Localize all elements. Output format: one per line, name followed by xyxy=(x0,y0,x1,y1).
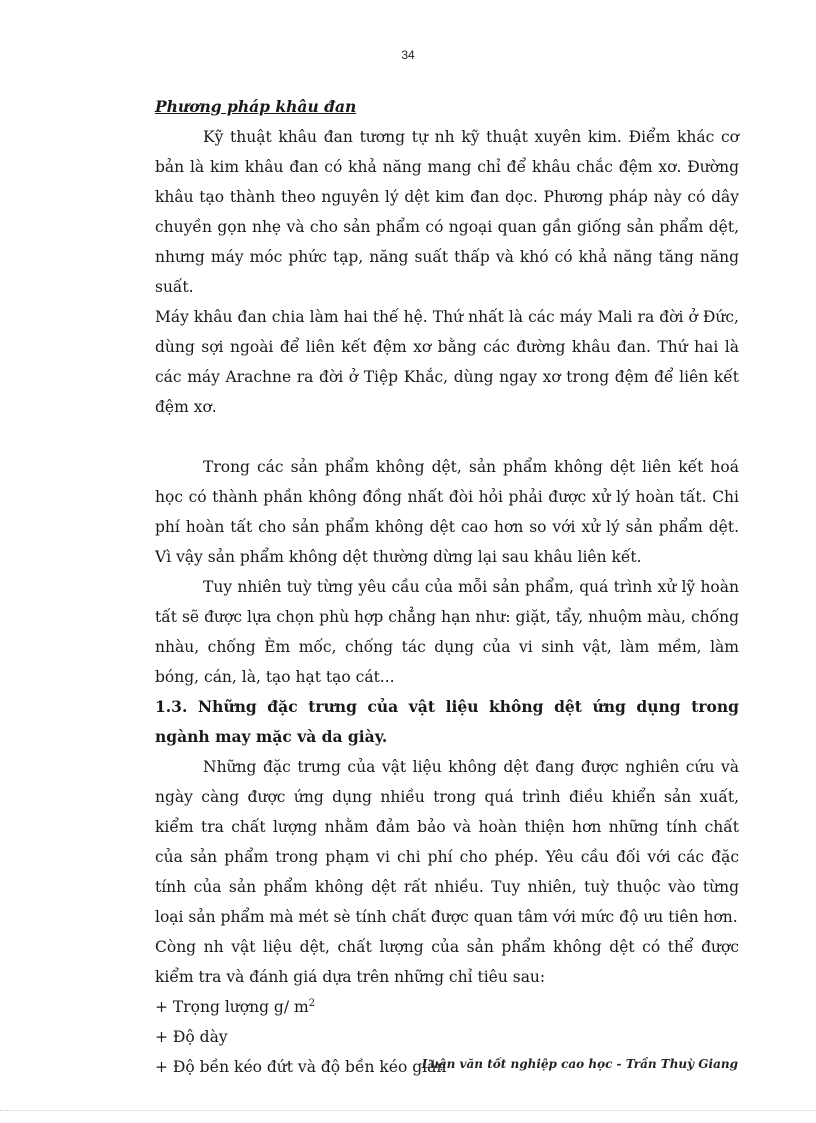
paragraph: Những đặc trưng của vật liệu không dệt đang được nghiên cứu và ngày càng được ứng dụng nhiều trong quá trình điều khiển sản xuất, kiểm tra chất lượng nhằm đảm bảo và hoàn thiện hơn những tính chất của sản phẩm trong phạm vi chi phí cho phép. Yêu cầu đối với các đặc tính của sản phẩm không dệt rất nhiều. Tuy nhiên, tuỳ thuộc vào từng loại sản phẩm mà mét sè tính chất được quan tâm với mức độ ưu tiên hơn. xyxy=(155,758,739,926)
paragraph: Tuy nhiên tuỳ từng yêu cầu của mỗi sản phẩm, quá trình xử lỹ hoàn tất sẽ được lựa chọn phù hợp chẳng hạn như: giặt, tẩy, nhuộm màu, chống nhàu, chống Èm mốc, chống tác dụng của vi sinh vật, làm mềm, làm bóng, cán, là, tạo hạt tạo cát... xyxy=(155,578,739,686)
paragraph-gap xyxy=(155,422,739,452)
page-body xyxy=(155,92,739,1082)
list-item: + Độ dày xyxy=(155,1028,228,1046)
paragraph: Trong các sản phẩm không dệt, sản phẩm không dệt liên kết hoá học có thành phần không đồng nhất đòi hỏi phải được xử lý hoàn tất. Chi phí hoàn tất cho sản phẩm không dệt cao hơn so với xử lý sản phẩm dệt. Vì vậy sản phẩm không dệt thường dừng lại sau khâu liên kết. xyxy=(155,458,739,566)
paragraph: Kỹ thuật khâu đan tương tự nh kỹ thuật xuyên kim. Điểm khác cơ bản là kim khâu đan có khả năng mang chỉ để khâu chắc đệm xơ. Đường khâu tạo thành theo nguyên lý dệt kim đan dọc. Phương pháp này có dây chuyền gọn nhẹ và cho sản phẩm có ngoại quan gần giống sản phẩm dệt, nhưng máy móc phức tạp, năng suất thấp và khó có khả năng tăng năng suất. xyxy=(155,128,739,296)
page-bottom-divider xyxy=(0,1110,816,1111)
paragraph: Còng nh vật liệu dệt, chất lượng của sản phẩm không dệt có thể được kiểm tra và đánh giá dựa trên những chỉ tiêu sau: xyxy=(155,938,739,986)
list-item xyxy=(155,992,739,1022)
page-footer: Luận văn tốt nghiệp cao học - Trần Thuỳ Giang xyxy=(421,1057,738,1071)
section-title-text: Phương pháp khâu đan xyxy=(155,97,357,116)
paragraph: Máy khâu đan chia làm hai thế hệ. Thứ nhất là các máy Mali ra đời ở Đức, dùng sợi ngoài để liên kết đệm xơ bằng các đường khâu đan. Thứ hai là các máy Arachne ra đời ở Tiệp Khắc, dùng ngay xơ trong đệm để liên kết đệm xơ. xyxy=(155,308,739,416)
section-heading: 1.3. Những đặc trưng của vật liệu không dệt ứng dụng trong ngành may mặc và da giày. xyxy=(155,697,739,746)
list-item-text: + Trọng lượng g/ m xyxy=(155,998,309,1016)
section-title xyxy=(155,92,739,122)
list-item: + Độ bền kéo đứt và độ bền kéo giãn xyxy=(155,1058,447,1076)
page-number: 34 xyxy=(401,48,415,62)
superscript: 2 xyxy=(308,997,316,1009)
